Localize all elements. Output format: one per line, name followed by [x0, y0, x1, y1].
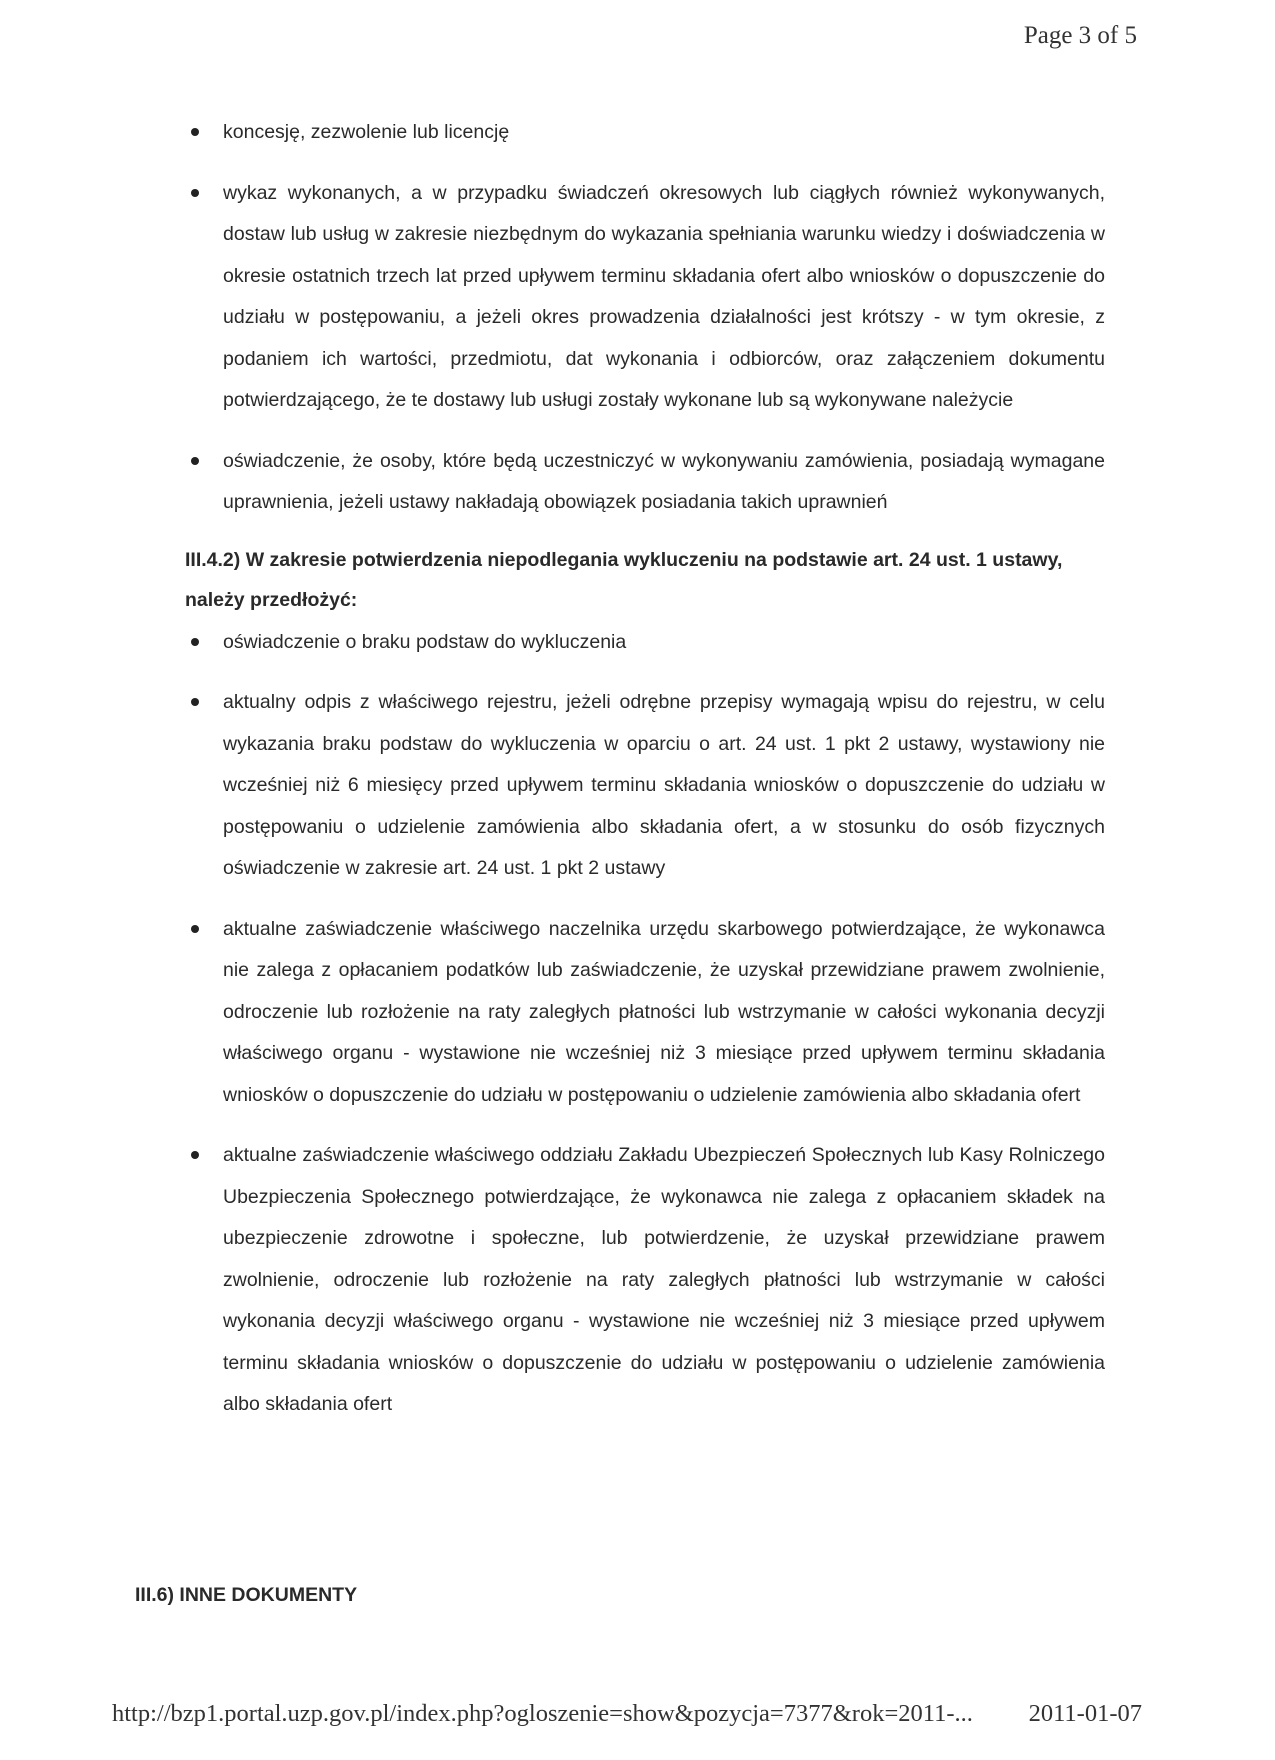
footer-date: 2011-01-07	[1028, 1700, 1142, 1727]
bullet-icon	[191, 1151, 199, 1159]
list-item-text: aktualne zaświadczenie właściwego naczelnika urzędu skarbowego potwierdzające, że wykonawca nie zalega z opłacaniem podatków lub zaświadczenie, że uzyskał przewidziane prawem zwolnienie, odroczenie lub rozłożenie na raty zaległych płatności lub wstrzymanie w całości wykonania decyzji właściwego organu - wystawione nie wcześniej niż 3 miesiące przed upływem terminu składania wniosków o dopuszczenie do udziału w postępowaniu o udzielenie zamówienia albo składania ofert	[223, 917, 1105, 1106]
bullet-icon	[191, 638, 199, 646]
document-body	[185, 112, 1105, 1426]
bullet-icon	[191, 925, 199, 933]
section-heading-line-2: należy przedłożyć:	[185, 588, 358, 611]
list-item-text: aktualny odpis z właściwego rejestru, jeżeli odrębne przepisy wymagają wpisu do rejestru, w celu wykazania braku podstaw do wykluczenia w oparciu o art. 24 ust. 1 pkt 2 ustawy, wystawiony nie wcześniej niż 6 miesięcy przed upływem terminu składania wniosków o dopuszczenie do udziału w postępowaniu o udzielenie zamówienia albo składania ofert, a w stosunku do osób fizycznych oświadczenie w zakresie art. 24 ust. 1 pkt 2 ustawy	[223, 691, 1105, 879]
list-item-text: oświadczenie, że osoby, które będą uczestniczyć w wykonywaniu zamówienia, posiadają wymagane uprawnienia, jeżeli ustawy nakładają obowiązek posiadania takich uprawnień	[223, 449, 1105, 513]
page-footer	[112, 1700, 1142, 1728]
list-item	[185, 622, 1105, 664]
list-item	[185, 1135, 1105, 1426]
bullet-icon	[191, 457, 199, 465]
footer-url: http://bzp1.portal.uzp.gov.pl/index.php?ogloszenie=show&pozycja=7377&rok=2011-...	[112, 1700, 973, 1727]
section-heading-iii-4-2	[185, 540, 1105, 620]
page-number: Page 3 of 5	[1023, 22, 1137, 49]
list-item-text: aktualne zaświadczenie właściwego oddziału Zakładu Ubezpieczeń Społecznych lub Kasy Rolniczego Ubezpieczenia Społecznego potwierdzające, że wykonawca nie zalega z opłacaniem składek na ubezpieczenie zdrowotne i społeczne, lub potwierdzenie, że uzyskał przewidziane prawem zwolnienie, odroczenie lub rozłożenie na raty zaległych płatności lub wstrzymanie w całości wykonania decyzji właściwego organu - wystawione nie wcześniej niż 3 miesiące przed upływem terminu składania wniosków o dopuszczenie do udziału w postępowaniu o udzielenie zamówienia albo składania ofert	[223, 1144, 1105, 1415]
bullet-icon	[191, 128, 199, 136]
list-item	[185, 909, 1105, 1117]
list-item	[185, 173, 1105, 422]
list-item-text: wykaz wykonanych, a w przypadku świadczeń okresowych lub ciągłych również wykonywanych, dostaw lub usług w zakresie niezbędnym do wykazania spełniania warunku wiedzy i doświadczenia w okresie ostatnich trzech lat przed upływem terminu składania ofert albo wniosków o dopuszczenie do udziału w postępowaniu, a jeżeli okres prowadzenia działalności jest krótszy - w tym okresie, z podaniem ich wartości, przedmiotu, dat wykonania i odbiorców, oraz załączeniem dokumentu potwierdzającego, że te dostawy lub usługi zostały wykonane lub są wykonywane należycie	[223, 181, 1105, 411]
list-item	[185, 682, 1105, 890]
bullet-icon	[191, 698, 199, 706]
list-item	[185, 441, 1105, 524]
section-heading-iii-6: III.6) INNE DOKUMENTY	[135, 1584, 358, 1606]
list-item-text: oświadczenie o braku podstaw do wykluczenia	[223, 630, 627, 653]
section-heading-line-1: III.4.2) W zakresie potwierdzenia niepodlegania wykluczeniu na podstawie art. 24 ust. 1 ustawy,	[185, 548, 1063, 571]
list-item	[185, 112, 1105, 154]
list-item-text: koncesję, zezwolenie lub licencję	[223, 121, 510, 143]
bullet-icon	[191, 189, 199, 197]
